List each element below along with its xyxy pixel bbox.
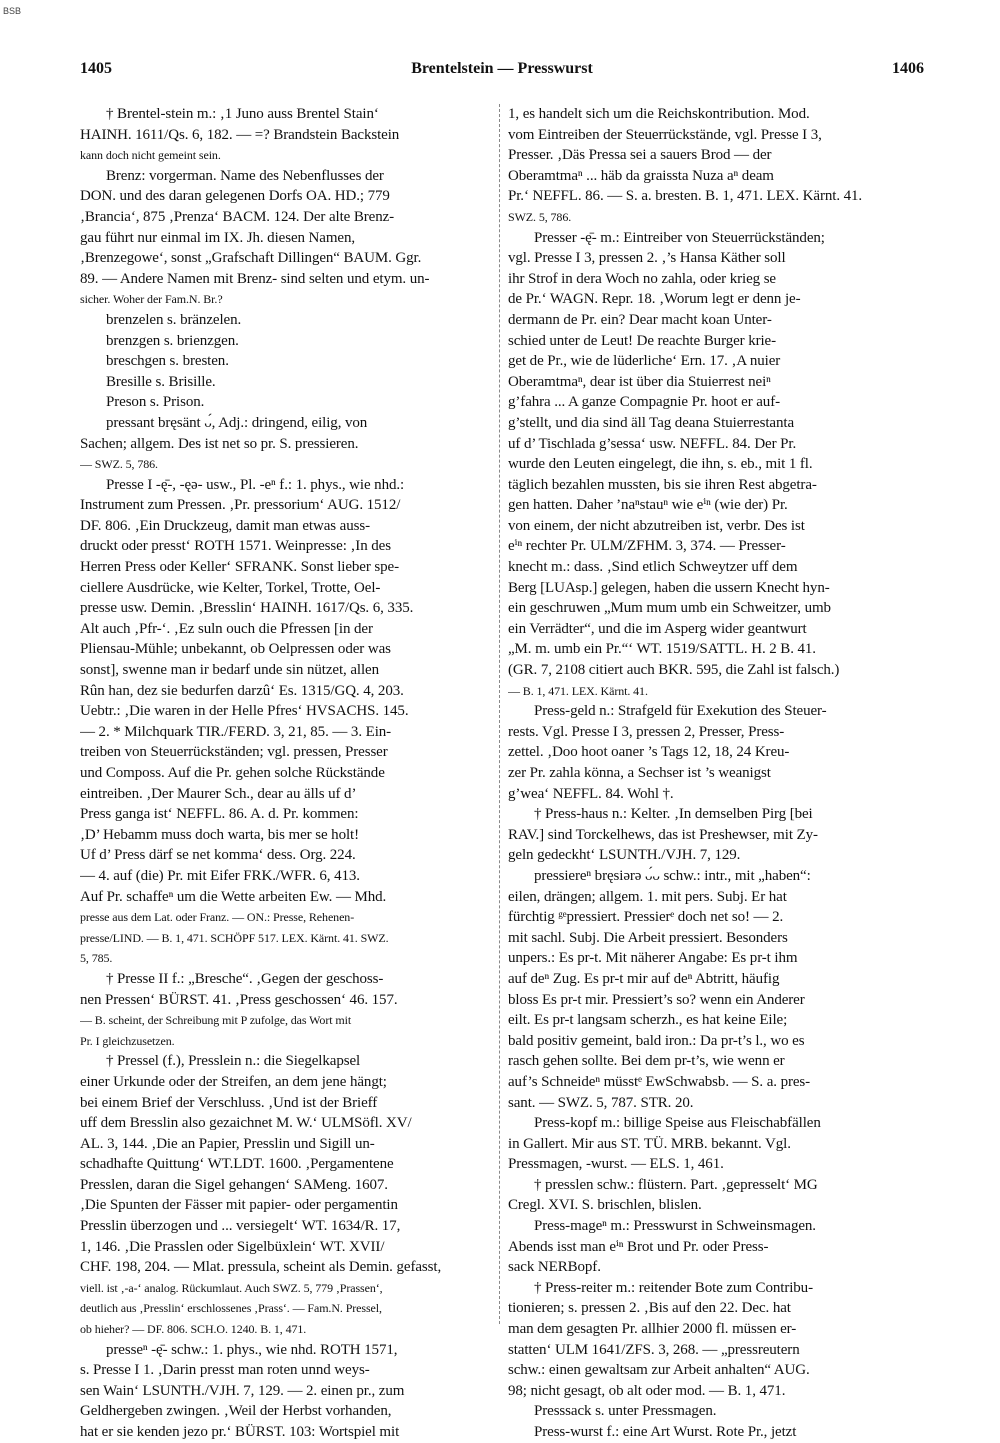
text-line: pressant bręsänt ᴗ́, Adj.: dringend, eilig, von bbox=[106, 414, 368, 431]
text-line: auf’s Schneideⁿ müsstᵉ EwSchwabsb. — S. a. pres- bbox=[508, 1073, 811, 1090]
text-line: ein Verrädter“, und die im Asperg wider geantwurt bbox=[508, 620, 807, 637]
text-line: Uf d’ Press därf se net komma‘ dess. Org. 224. bbox=[80, 847, 356, 864]
text-line: ihr Strof in dera Woch no zahla, oder krieg se bbox=[508, 270, 776, 287]
text-line: nen Pressen‘ BÜRST. 41. ‚Press geschossen‘ 46. 157. bbox=[80, 991, 398, 1008]
text-line: bloss Es pr-t mir. Pressiert’s so? wenn ein Anderer bbox=[508, 991, 805, 1008]
text-line: ob hieher? — DF. 806. SCH.O. 1240. B. 1, 471. bbox=[80, 1322, 307, 1337]
text-line: g’stellt, und dia sind äll Tag deana Stuierrestanta bbox=[508, 414, 795, 431]
text-line: und Composs. Auf die Pr. gehen solche Rückstände bbox=[80, 765, 385, 781]
text-line: Cregl. XVI. S. brischlen, blislen. bbox=[508, 1197, 702, 1214]
text-line: treiben von Steuerrückständen; vgl. pressen, Presser bbox=[80, 744, 388, 761]
text-line: Press-geld n.: Strafgeld für Exekution des Steuer- bbox=[534, 703, 827, 720]
text-line: CHF. 198, 204. — Mlat. pressula, scheint als Demin. gefasst, bbox=[80, 1259, 442, 1276]
text-line: einer Urkunde oder der Streifen, an dem jene hängt; bbox=[80, 1073, 387, 1090]
text-line: Presse I -ę̄-, -ęə- usw., Pl. -eⁿ f.: 1. phys., wie nhd.: bbox=[106, 476, 405, 493]
page-number-right: 1406 bbox=[892, 60, 924, 77]
text-line: sonst], swenne man ir bedarf unde sin nützet, allen bbox=[80, 662, 379, 679]
text-line: hat er sie kenden jezo pr.‘ BÜRST. 103: Wortspiel mit bbox=[80, 1424, 400, 1440]
text-line: vgl. Presse I 3, pressen 2. ‚’s Hansa Käther soll bbox=[508, 250, 786, 267]
text-line: Press ganga ist‘ NEFFL. 86. A. d. Pr. kommen: bbox=[80, 806, 359, 823]
text-line: Bresille s. Brisille. bbox=[106, 373, 216, 390]
text-line: fürchtig ᵍᵉpressiert. Pressierᵉ doch net so! — 2. bbox=[508, 909, 784, 926]
text-line: SWZ. 5, 786. bbox=[508, 209, 572, 224]
text-line: Sachen; allgem. Des ist net so pr. S. pressieren. bbox=[80, 435, 359, 452]
text-line: eilt. Es pr-t langsam scherzh., es hat keine Eile; bbox=[508, 1012, 788, 1029]
text-line: Abends isst man eⁱⁿ Brot und Pr. oder Press- bbox=[508, 1238, 769, 1255]
text-line: eilen, drängen; allgem. 1. mit pers. Subj. Er hat bbox=[508, 888, 787, 905]
text-line: Press-kopf m.: billige Speise aus Fleischabfällen bbox=[534, 1115, 821, 1132]
right-column bbox=[508, 104, 922, 1443]
text-line: DON. und des daran gelegenen Dorfs OA. HD.; 779 bbox=[80, 188, 390, 205]
text-line: † Pressel (f.), Presslein n.: die Siegelkapsel bbox=[106, 1053, 361, 1070]
text-line: Presslin überzogen und ... versiegelt‘ WT. 1634/R. 17, bbox=[80, 1218, 401, 1235]
text-line: zettel. ‚Doo hoot oaner ’s Tags 12, 18, 24 Kreu- bbox=[508, 744, 790, 761]
text-line: Berg [LUAsp.] gelegen, haben die ussern Knecht hyn- bbox=[508, 579, 830, 596]
text-line: rasch gehen sollte. Bei dem pr-t’s, wie wenn er bbox=[508, 1053, 785, 1070]
text-line: deutlich aus ‚Presslin‘ erschlossenes ‚Prass‘. — Fam.N. Pressel, bbox=[80, 1301, 382, 1316]
left-column bbox=[80, 104, 498, 1443]
text-line: geln gedeckht‘ LSUNTH./VJH. 7, 129. bbox=[508, 847, 741, 864]
text-line: knecht m.: dass. ‚Sind etlich Schweytzer uff dem bbox=[508, 559, 798, 576]
text-line: Press-mageⁿ m.: Presswurst in Schweinsmagen. bbox=[534, 1218, 816, 1235]
text-line: eⁱⁿ rechter Pr. ULM/ZFHM. 3, 374. — Presser- bbox=[508, 538, 786, 555]
text-line: — 4. auf (die) Pr. mit Eifer FRK./WFR. 6, 413. bbox=[80, 867, 360, 884]
text-line: uf d’ Tischlada g’sessa‘ usw. NEFFL. 84. Der Pr. bbox=[508, 435, 797, 452]
page-number-left: 1405 bbox=[80, 60, 112, 77]
text-line: schadhafte Quittung‘ WT.LDT. 1600. ‚Pergamentene bbox=[80, 1156, 394, 1173]
text-line: gau führt nur einmal im IX. Jh. diesen Namen, bbox=[80, 229, 356, 246]
text-line: † Presse II f.: „Bresche“. ‚Gegen der geschoss- bbox=[106, 970, 384, 987]
text-line: eintreiben. ‚Der Maurer Sch., dear au älls uf d’ bbox=[80, 785, 357, 802]
text-line: Auf Pr. schaffeⁿ um die Wette arbeiten Ew. — Mhd. bbox=[80, 888, 387, 905]
text-line: — B. scheint, der Schreibung mit P zufolge, das Wort mit bbox=[80, 1013, 352, 1028]
text-line: Pressmagen, -wurst. — ELS. 1, 461. bbox=[508, 1156, 724, 1173]
text-line: get de Pr., wie de lüderliche‘ Ern. 17. ‚A nuier bbox=[508, 353, 781, 370]
text-line: uff dem Bresslin also gezaichnet M. W.‘ ULMSöfl. XV/ bbox=[80, 1115, 412, 1132]
text-line: gen hatten. Daher ’naⁿstauⁿ wie eⁱⁿ (wie der) Pr. bbox=[508, 497, 788, 514]
text-line: ciellere Ausdrücke, wie Kelter, Torkel, Trotte, Oel- bbox=[80, 579, 381, 596]
text-line: † Brentel-stein m.: ‚1 Juno auss Brentel Stain‘ bbox=[106, 106, 379, 122]
text-line: Brenz: vorgerman. Name des Nebenflusses der bbox=[106, 167, 384, 184]
text-line: Pr.‘ NEFFL. 86. — S. a. bresten. B. 1, 471. LEX. Kärnt. 41. bbox=[508, 188, 863, 205]
text-line: † Press-reiter m.: reitender Bote zum Contribu- bbox=[534, 1279, 813, 1296]
text-line: RAV.] sind Torckelhews, das ist Preshewser, mit Zy- bbox=[508, 826, 818, 843]
text-line: 1, 146. ‚Die Prasslen oder Sigelbüxlein‘ WT. XVII/ bbox=[80, 1238, 385, 1255]
column-divider bbox=[499, 104, 500, 1324]
text-line: Uebtr.: ‚Die waren in der Helle Pfres‘ HVSACHS. 145. bbox=[80, 703, 409, 720]
text-line: ‚Die Spunten der Fässer mit papier- oder pergamentin bbox=[80, 1197, 398, 1214]
text-line: schied unter de Leut! De reachte Burger krie- bbox=[508, 332, 777, 349]
text-line: Herren Press oder Keller‘ SFRANK. Sonst lieber spe- bbox=[80, 559, 400, 576]
text-line: von einem, der nicht abzutreiben ist, verbr. Des ist bbox=[508, 517, 805, 534]
text-line: unpers.: Es pr-t. Mit näherer Angabe: Es pr-t ihm bbox=[508, 950, 798, 967]
text-line: presseⁿ -ę̄- schw.: 1. phys., wie nhd. ROTH 1571, bbox=[106, 1341, 398, 1358]
text-line: breschgen s. bresten. bbox=[106, 353, 229, 370]
text-line: g’fahra ... A ganze Compagnie Pr. hoot er auf- bbox=[508, 394, 780, 411]
text-line: — B. 1, 471. LEX. Kärnt. 41. bbox=[508, 683, 648, 698]
text-line: Instrument zum Pressen. ‚Pr. pressorium‘ AUG. 1512/ bbox=[80, 497, 401, 514]
text-line: zer Pr. zahla könna, a Sechser ist ’s weanigst bbox=[508, 765, 771, 781]
text-line: Geldhergeben zwingen. ‚Weil der Herbst vorhanden, bbox=[80, 1403, 392, 1420]
text-line: ‚D’ Hebamm muss doch warta, bis mer se holt! bbox=[80, 826, 360, 843]
text-line: s. Presse I 1. ‚Darin presst man roten unnd weys- bbox=[80, 1362, 370, 1379]
text-line: schw.: einen gewaltsam zur Arbeit anhalten“ AUG. bbox=[508, 1362, 810, 1379]
text-line: g’wea‘ NEFFL. 84. Wohl †. bbox=[508, 785, 674, 802]
text-line: † Press-haus n.: Kelter. ‚In demselben Pirg [bei bbox=[534, 806, 813, 823]
text-line: ‚Brenzegowe‘, sonst „Grafschaft Dillingen“ BAUM. Ggr. bbox=[80, 250, 422, 267]
text-line: HAINH. 1611/Qs. 6, 182. — =? Brandstein Backstein bbox=[80, 126, 400, 143]
text-line: täglich bezahlen mussten, bis sie ihren Rest abgetra- bbox=[508, 476, 817, 493]
text-line: Press-wurst f.: eine Art Wurst. Rote Pr., jetzt bbox=[534, 1424, 797, 1440]
text-line: ‚Brancia‘, 875 ‚Prenza‘ BACM. 124. Der alte Brenz- bbox=[80, 208, 395, 225]
text-line: † presslen schw.: flüstern. Part. ‚gepresselt‘ MG bbox=[534, 1176, 818, 1193]
text-line: druckt oder presst‘ ROTH 1571. Weinpresse: ‚In des bbox=[80, 538, 391, 555]
text-line: statten‘ ULM 1641/ZFS. 3, 268. — „pressreutern bbox=[508, 1341, 800, 1358]
text-line: wurde den Leuten eingelegt, die ihn, s. eb., mit 1 fl. bbox=[508, 456, 813, 473]
text-line: 1, es handelt sich um die Reichskontribution. Mod. bbox=[508, 106, 810, 122]
text-line: vom Eintreiben der Steuerrückstände, vgl. Presse I 3, bbox=[508, 126, 822, 143]
text-line: 98; nicht gesagt, ob alt oder mod. — B. 1, 471. bbox=[508, 1382, 786, 1399]
text-line: (GR. 7, 2108 citiert auch BKR. 595, die Zahl ist falsch.) bbox=[508, 662, 840, 679]
text-line: Rûn han, dez sie bedurfen darzû‘ Es. 1315/GQ. 4, 203. bbox=[80, 682, 404, 699]
text-line: presse usw. Demin. ‚Bresslin‘ HAINH. 1617/Qs. 6, 335. bbox=[80, 600, 414, 617]
page-header bbox=[80, 60, 924, 84]
text-line: kann doch nicht gemeint sein. bbox=[80, 148, 221, 163]
text-line: sack NERBopf. bbox=[508, 1259, 601, 1276]
text-line: „M. m. umb ein Pr.“‘ WT. 1519/SATTL. H. 2 B. 41. bbox=[508, 641, 816, 658]
text-line: Pliensau-Mühle; unbekannt, ob Oelpressen oder was bbox=[80, 641, 391, 658]
text-line: — SWZ. 5, 786. bbox=[80, 457, 158, 472]
text-line: Presssack s. unter Pressmagen. bbox=[534, 1403, 717, 1420]
text-line: presse/LIND. — B. 1, 471. SCHÖPF 517. LEX. Kärnt. 41. SWZ. bbox=[80, 930, 389, 945]
running-title: Brentelstein — Presswurst bbox=[411, 60, 593, 77]
text-line: in Gallert. Mir aus ST. TÜ. MRB. bekannt. Vgl. bbox=[508, 1135, 791, 1152]
text-line: sicher. Woher der Fam.N. Br.? bbox=[80, 292, 223, 307]
text-line: Alt auch ‚Pfr-‘. ‚Ez suln ouch die Pfressen [in der bbox=[80, 620, 373, 637]
text-line: dermann de Pr. ein? Dear macht koan Unter- bbox=[508, 311, 772, 328]
text-line: brenzelen s. bränzelen. bbox=[106, 311, 242, 328]
text-line: Oberamtmaⁿ, dear ist über dia Stuierrest neiⁿ bbox=[508, 373, 771, 390]
text-line: ein geschruwen „Mum mum umb ein Schweitzer, umb bbox=[508, 600, 831, 617]
text-line: auf deⁿ Zug. Es pr-t mir auf deⁿ Abtritt, häufig bbox=[508, 970, 780, 987]
text-line: de Pr.‘ WAGN. Repr. 18. ‚Worum legt er denn je- bbox=[508, 291, 801, 308]
text-line: brenzgen s. brienzgen. bbox=[106, 332, 239, 349]
text-line: presse aus dem Lat. oder Franz. — ON.: Presse, Rehenen- bbox=[80, 910, 355, 925]
text-line: sant. — SWZ. 5, 787. STR. 20. bbox=[508, 1094, 694, 1111]
text-line: sen Wain‘ LSUNTH./VJH. 7, 129. — 2. einen pr., zum bbox=[80, 1382, 405, 1399]
text-line: Presser -ę̄- m.: Eintreiber von Steuerrückständen; bbox=[534, 229, 825, 246]
library-stamp: BSB bbox=[3, 6, 22, 16]
text-line: Presslen, daran die Sigel gehangen‘ SAMeng. 1607. bbox=[80, 1176, 388, 1193]
text-line: 5, 785. bbox=[80, 951, 113, 966]
text-line: — 2. * Milchquark TIR./FERD. 3, 21, 85. — 3. Ein- bbox=[80, 723, 392, 740]
text-line: DF. 806. ‚Ein Druckzeug, damit man etwas auss- bbox=[80, 517, 370, 534]
text-line: man dem gesagten Pr. allhier 2000 fl. müssen er- bbox=[508, 1321, 797, 1338]
text-line: mit sachl. Subj. Die Arbeit pressiert. Besonders bbox=[508, 929, 788, 946]
text-line: Presser. ‚Däs Pressa sei a sauers Brod — der bbox=[508, 147, 772, 164]
text-line: pressiereⁿ bręsiərə ᴗ́ᴗ schw.: intr., mit „haben“: bbox=[534, 867, 811, 884]
text-line: Preson s. Prison. bbox=[106, 394, 205, 411]
text-line: Pr. I gleichzusetzen. bbox=[80, 1033, 175, 1048]
text-line: bei einem Brief der Verschluss. ‚Und ist der Brieff bbox=[80, 1094, 378, 1111]
text-line: tionieren; s. pressen 2. ‚Bis auf den 22. Dec. hat bbox=[508, 1300, 791, 1317]
text-line: viell. ist ‚-a-‘ analog. Rückumlaut. Auch SWZ. 5, 779 ‚Prassen‘, bbox=[80, 1280, 383, 1295]
text-line: Oberamtmaⁿ ... häb da graissta Nuza aⁿ deam bbox=[508, 167, 774, 184]
text-line: rests. Vgl. Presse I 3, pressen 2, Presser, Press- bbox=[508, 723, 785, 740]
text-line: bald positiv gemeint, bald iron.: Da pr-t’s l., wo es bbox=[508, 1032, 805, 1049]
text-line: AL. 3, 144. ‚Die an Papier, Presslin und Sigill un- bbox=[80, 1135, 375, 1152]
text-line: 89. — Andere Namen mit Brenz- sind selten und etym. un- bbox=[80, 270, 430, 287]
